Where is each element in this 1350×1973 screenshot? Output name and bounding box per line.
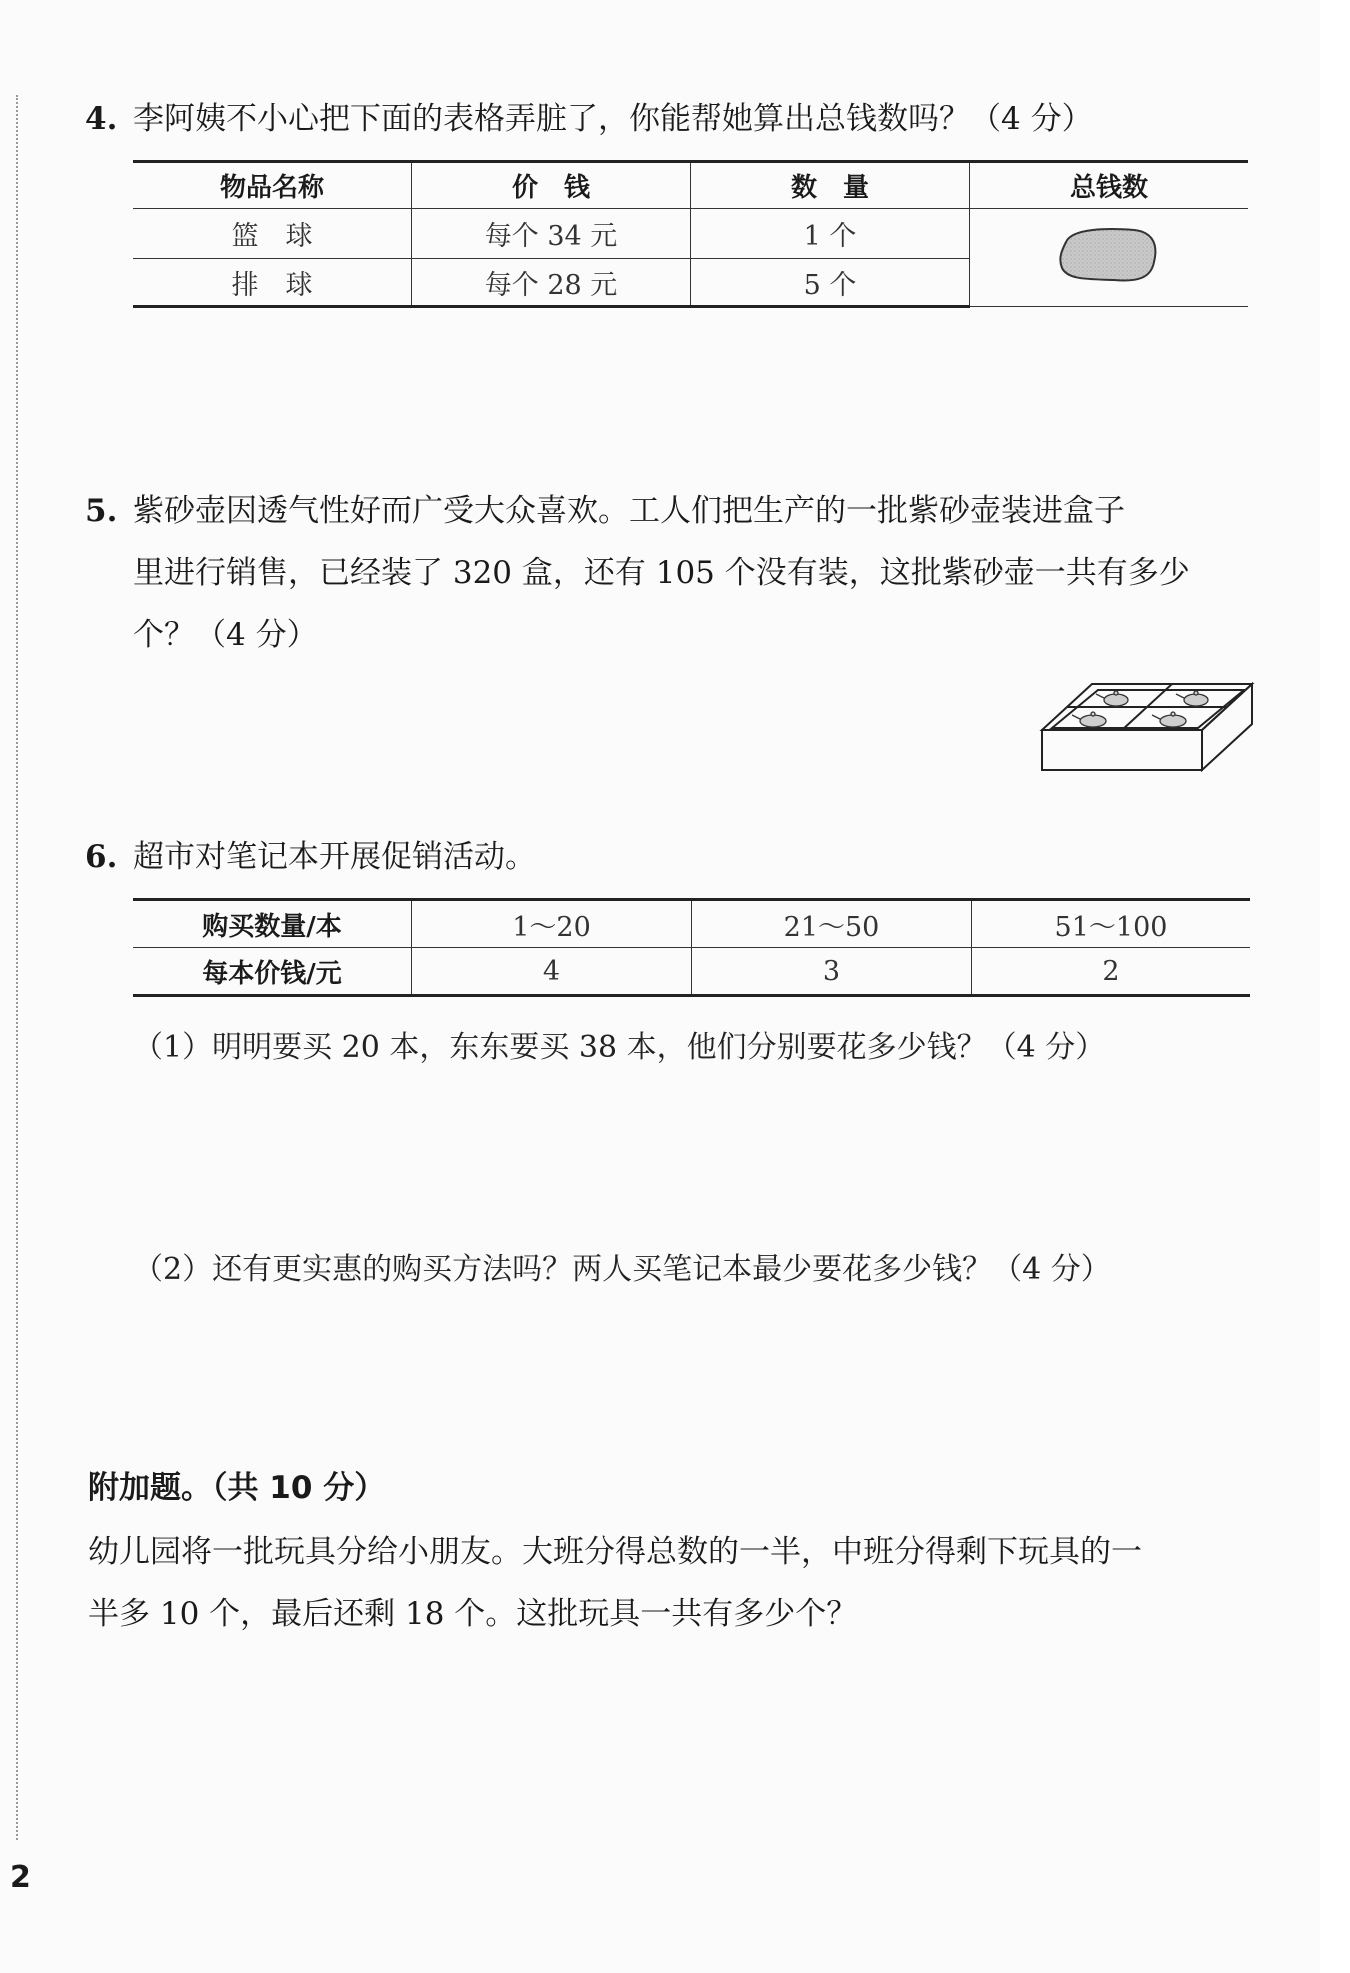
table-cell: 3 [692, 948, 972, 996]
sub-question-2: （2）还有更实惠的购买方法吗？两人买笔记本最少要花多少钱？（4 分） [133, 1252, 1111, 1287]
question-number: 4. [85, 101, 118, 137]
page-number: 2 [10, 1860, 31, 1895]
table-cell: 5 个 [691, 259, 970, 307]
table-header: 数 量 [691, 162, 970, 209]
table-row-header: 购买数量/本 [133, 900, 412, 948]
price-table [133, 160, 1248, 308]
table-cell: 1～20 [412, 900, 692, 948]
table-cell: 每个 34 元 [412, 209, 691, 259]
table-header: 物品名称 [133, 162, 412, 209]
question-line: 里进行销售，已经装了 320 盒，还有 105 个没有装，这批紫砂壶一共有多少 [133, 555, 1190, 591]
question-line: 紫砂壶因透气性好而广受大众喜欢。工人们把生产的一批紫砂壶装进盒子 [133, 493, 1125, 529]
bonus-line: 幼儿园将一批玩具分给小朋友。大班分得总数的一半，中班分得剩下玩具的一 [88, 1534, 1142, 1570]
sub-question-1: （1）明明要买 20 本，东东要买 38 本，他们分别要花多少钱？（4 分） [133, 1030, 1106, 1065]
table-cell: 51～100 [972, 900, 1251, 948]
table-cell: 4 [412, 948, 692, 996]
question-number: 5. [85, 493, 118, 529]
table-row-header: 每本价钱/元 [133, 948, 412, 996]
table-header: 总钱数 [970, 162, 1249, 209]
teapot-box-illustration [1038, 678, 1256, 774]
bonus-title: 附加题。（共 10 分） [88, 1470, 386, 1506]
table-cell: 每个 28 元 [412, 259, 691, 307]
binding-dotted-line [16, 95, 18, 1840]
promotion-table [133, 898, 1250, 997]
question-text: 李阿姨不小心把下面的表格弄脏了，你能帮她算出总钱数吗？（4 分） [133, 101, 1093, 137]
question-line: 个？（4 分） [133, 617, 318, 653]
table-header: 价 钱 [412, 162, 691, 209]
table-cell: 2 [972, 948, 1251, 996]
question-text: 超市对笔记本开展促销活动。 [133, 839, 536, 875]
table-cell: 排 球 [133, 259, 412, 307]
table-cell: 篮 球 [133, 209, 412, 259]
table-cell: 21～50 [692, 900, 972, 948]
question-number: 6. [85, 839, 118, 875]
stained-total-cell [970, 209, 1249, 307]
bonus-line: 半多 10 个，最后还剩 18 个。这批玩具一共有多少个？ [88, 1596, 858, 1632]
ink-stain-icon [1054, 222, 1164, 286]
table-cell: 1 个 [691, 209, 970, 259]
